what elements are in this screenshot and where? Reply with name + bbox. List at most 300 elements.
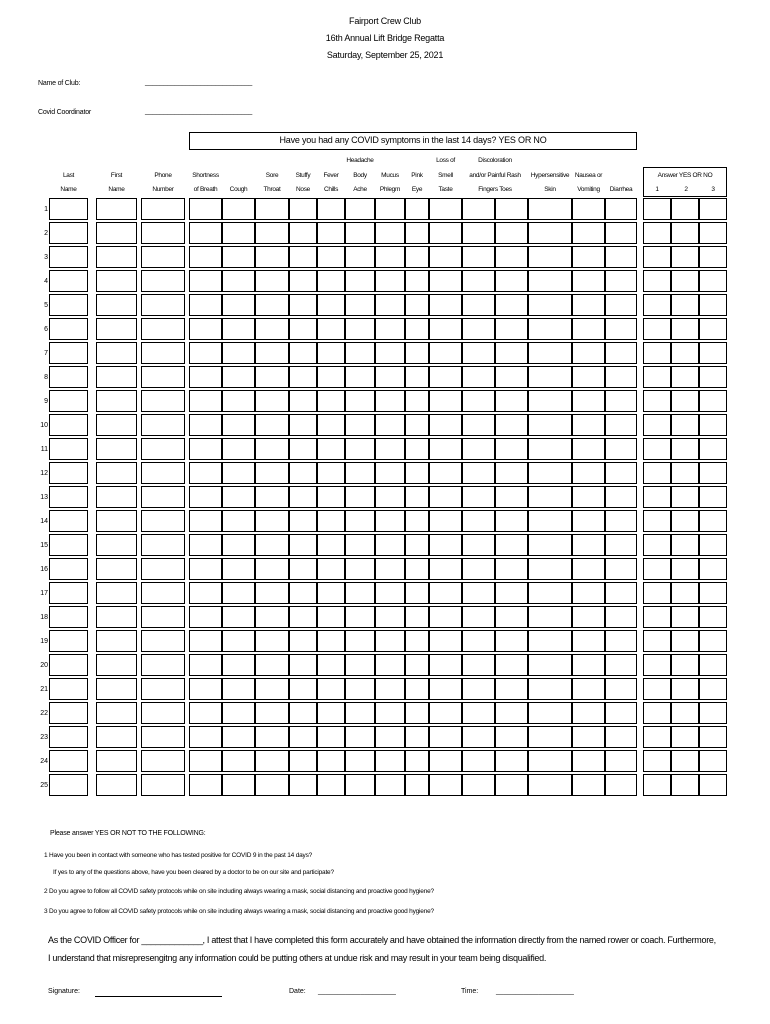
grid-cell[interactable] [345, 198, 375, 220]
grid-cell[interactable] [289, 246, 317, 268]
grid-cell[interactable] [49, 774, 88, 796]
grid-cell[interactable] [405, 510, 429, 532]
grid-cell[interactable] [141, 558, 185, 580]
grid-cell[interactable] [572, 198, 605, 220]
grid-cell[interactable] [643, 414, 671, 436]
covid-coordinator-blank[interactable]: _____________________________ [145, 108, 253, 115]
grid-cell[interactable] [96, 342, 137, 364]
grid-cell[interactable] [495, 462, 528, 484]
grid-cell[interactable] [222, 702, 255, 724]
grid-cell[interactable] [699, 222, 727, 244]
grid-cell[interactable] [495, 246, 528, 268]
grid-cell[interactable] [289, 366, 317, 388]
grid-cell[interactable] [345, 414, 375, 436]
grid-cell[interactable] [699, 582, 727, 604]
grid-cell[interactable] [671, 318, 699, 340]
grid-cell[interactable] [699, 270, 727, 292]
grid-cell[interactable] [605, 390, 637, 412]
grid-cell[interactable] [643, 342, 671, 364]
grid-cell[interactable] [605, 222, 637, 244]
grid-cell[interactable] [462, 294, 495, 316]
grid-cell[interactable] [605, 702, 637, 724]
grid-cell[interactable] [429, 222, 462, 244]
grid-cell[interactable] [189, 750, 222, 772]
grid-cell[interactable] [671, 702, 699, 724]
grid-cell[interactable] [255, 390, 289, 412]
grid-cell[interactable] [289, 534, 317, 556]
grid-cell[interactable] [699, 510, 727, 532]
grid-cell[interactable] [255, 486, 289, 508]
grid-cell[interactable] [671, 558, 699, 580]
grid-cell[interactable] [222, 366, 255, 388]
grid-cell[interactable] [345, 606, 375, 628]
grid-cell[interactable] [317, 702, 345, 724]
grid-cell[interactable] [605, 534, 637, 556]
grid-cell[interactable] [572, 366, 605, 388]
grid-cell[interactable] [96, 222, 137, 244]
grid-cell[interactable] [699, 462, 727, 484]
grid-cell[interactable] [222, 510, 255, 532]
grid-cell[interactable] [605, 462, 637, 484]
grid-cell[interactable] [643, 534, 671, 556]
grid-cell[interactable] [495, 294, 528, 316]
grid-cell[interactable] [96, 702, 137, 724]
grid-cell[interactable] [671, 486, 699, 508]
grid-cell[interactable] [375, 270, 405, 292]
grid-cell[interactable] [289, 390, 317, 412]
grid-cell[interactable] [49, 750, 88, 772]
grid-cell[interactable] [317, 294, 345, 316]
grid-cell[interactable] [643, 198, 671, 220]
grid-cell[interactable] [255, 558, 289, 580]
grid-cell[interactable] [605, 750, 637, 772]
grid-cell[interactable] [255, 366, 289, 388]
grid-cell[interactable] [49, 198, 88, 220]
club-name-blank[interactable]: _____________________________ [145, 79, 253, 86]
grid-cell[interactable] [572, 654, 605, 676]
grid-cell[interactable] [222, 294, 255, 316]
grid-cell[interactable] [528, 414, 572, 436]
grid-cell[interactable] [643, 318, 671, 340]
grid-cell[interactable] [429, 198, 462, 220]
grid-cell[interactable] [671, 222, 699, 244]
grid-cell[interactable] [671, 774, 699, 796]
grid-cell[interactable] [222, 390, 255, 412]
grid-cell[interactable] [405, 318, 429, 340]
grid-cell[interactable] [345, 294, 375, 316]
grid-cell[interactable] [222, 222, 255, 244]
grid-cell[interactable] [141, 750, 185, 772]
grid-cell[interactable] [462, 414, 495, 436]
grid-cell[interactable] [345, 486, 375, 508]
grid-cell[interactable] [495, 582, 528, 604]
grid-cell[interactable] [572, 774, 605, 796]
grid-cell[interactable] [375, 654, 405, 676]
grid-cell[interactable] [289, 774, 317, 796]
grid-cell[interactable] [528, 246, 572, 268]
grid-cell[interactable] [375, 438, 405, 460]
grid-cell[interactable] [643, 462, 671, 484]
grid-cell[interactable] [699, 558, 727, 580]
grid-cell[interactable] [605, 606, 637, 628]
grid-cell[interactable] [671, 414, 699, 436]
grid-cell[interactable] [572, 222, 605, 244]
grid-cell[interactable] [405, 390, 429, 412]
grid-cell[interactable] [495, 414, 528, 436]
grid-cell[interactable] [572, 558, 605, 580]
grid-cell[interactable] [49, 630, 88, 652]
grid-cell[interactable] [317, 582, 345, 604]
grid-cell[interactable] [141, 486, 185, 508]
grid-cell[interactable] [141, 582, 185, 604]
time-blank[interactable]: ____________________ [496, 988, 574, 995]
grid-cell[interactable] [222, 630, 255, 652]
grid-cell[interactable] [96, 678, 137, 700]
grid-cell[interactable] [375, 198, 405, 220]
grid-cell[interactable] [405, 750, 429, 772]
grid-cell[interactable] [222, 654, 255, 676]
grid-cell[interactable] [528, 462, 572, 484]
grid-cell[interactable] [49, 678, 88, 700]
grid-cell[interactable] [495, 726, 528, 748]
grid-cell[interactable] [429, 486, 462, 508]
grid-cell[interactable] [429, 294, 462, 316]
grid-cell[interactable] [289, 510, 317, 532]
grid-cell[interactable] [96, 654, 137, 676]
grid-cell[interactable] [289, 342, 317, 364]
grid-cell[interactable] [699, 702, 727, 724]
grid-cell[interactable] [317, 630, 345, 652]
grid-cell[interactable] [671, 246, 699, 268]
grid-cell[interactable] [572, 462, 605, 484]
grid-cell[interactable] [528, 534, 572, 556]
grid-cell[interactable] [572, 534, 605, 556]
grid-cell[interactable] [222, 558, 255, 580]
grid-cell[interactable] [189, 630, 222, 652]
grid-cell[interactable] [255, 726, 289, 748]
grid-cell[interactable] [96, 246, 137, 268]
signature-line[interactable] [95, 996, 222, 997]
grid-cell[interactable] [141, 534, 185, 556]
grid-cell[interactable] [605, 198, 637, 220]
grid-cell[interactable] [671, 366, 699, 388]
grid-cell[interactable] [699, 654, 727, 676]
grid-cell[interactable] [528, 750, 572, 772]
grid-cell[interactable] [255, 750, 289, 772]
grid-cell[interactable] [699, 294, 727, 316]
grid-cell[interactable] [495, 630, 528, 652]
grid-cell[interactable] [572, 486, 605, 508]
grid-cell[interactable] [49, 534, 88, 556]
grid-cell[interactable] [462, 702, 495, 724]
grid-cell[interactable] [375, 318, 405, 340]
grid-cell[interactable] [255, 222, 289, 244]
grid-cell[interactable] [699, 678, 727, 700]
grid-cell[interactable] [289, 294, 317, 316]
grid-cell[interactable] [699, 630, 727, 652]
grid-cell[interactable] [222, 750, 255, 772]
grid-cell[interactable] [605, 726, 637, 748]
grid-cell[interactable] [96, 462, 137, 484]
grid-cell[interactable] [699, 414, 727, 436]
grid-cell[interactable] [495, 222, 528, 244]
grid-cell[interactable] [96, 558, 137, 580]
grid-cell[interactable] [643, 510, 671, 532]
grid-cell[interactable] [222, 270, 255, 292]
grid-cell[interactable] [345, 558, 375, 580]
grid-cell[interactable] [405, 678, 429, 700]
grid-cell[interactable] [222, 342, 255, 364]
grid-cell[interactable] [255, 342, 289, 364]
grid-cell[interactable] [671, 198, 699, 220]
grid-cell[interactable] [699, 774, 727, 796]
grid-cell[interactable] [605, 486, 637, 508]
grid-cell[interactable] [222, 318, 255, 340]
grid-cell[interactable] [49, 390, 88, 412]
grid-cell[interactable] [141, 438, 185, 460]
grid-cell[interactable] [643, 294, 671, 316]
grid-cell[interactable] [405, 342, 429, 364]
grid-cell[interactable] [345, 582, 375, 604]
grid-cell[interactable] [429, 654, 462, 676]
grid-cell[interactable] [572, 510, 605, 532]
grid-cell[interactable] [289, 198, 317, 220]
grid-cell[interactable] [462, 774, 495, 796]
grid-cell[interactable] [49, 462, 88, 484]
grid-cell[interactable] [605, 318, 637, 340]
grid-cell[interactable] [375, 246, 405, 268]
grid-cell[interactable] [462, 606, 495, 628]
grid-cell[interactable] [643, 654, 671, 676]
grid-cell[interactable] [317, 414, 345, 436]
grid-cell[interactable] [699, 342, 727, 364]
grid-cell[interactable] [375, 414, 405, 436]
grid-cell[interactable] [462, 318, 495, 340]
grid-cell[interactable] [189, 366, 222, 388]
grid-cell[interactable] [189, 294, 222, 316]
grid-cell[interactable] [289, 750, 317, 772]
grid-cell[interactable] [495, 678, 528, 700]
grid-cell[interactable] [429, 438, 462, 460]
grid-cell[interactable] [141, 678, 185, 700]
grid-cell[interactable] [375, 558, 405, 580]
grid-cell[interactable] [255, 678, 289, 700]
grid-cell[interactable] [189, 246, 222, 268]
grid-cell[interactable] [405, 486, 429, 508]
grid-cell[interactable] [317, 462, 345, 484]
grid-cell[interactable] [345, 390, 375, 412]
grid-cell[interactable] [528, 654, 572, 676]
grid-cell[interactable] [671, 750, 699, 772]
grid-cell[interactable] [96, 438, 137, 460]
grid-cell[interactable] [643, 366, 671, 388]
grid-cell[interactable] [222, 726, 255, 748]
grid-cell[interactable] [345, 342, 375, 364]
grid-cell[interactable] [96, 750, 137, 772]
date-blank[interactable]: ____________________ [318, 988, 396, 995]
grid-cell[interactable] [345, 678, 375, 700]
grid-cell[interactable] [345, 654, 375, 676]
grid-cell[interactable] [317, 198, 345, 220]
grid-cell[interactable] [429, 270, 462, 292]
grid-cell[interactable] [96, 582, 137, 604]
grid-cell[interactable] [643, 630, 671, 652]
grid-cell[interactable] [317, 318, 345, 340]
grid-cell[interactable] [528, 342, 572, 364]
grid-cell[interactable] [643, 390, 671, 412]
grid-cell[interactable] [405, 582, 429, 604]
grid-cell[interactable] [429, 726, 462, 748]
grid-cell[interactable] [222, 246, 255, 268]
grid-cell[interactable] [528, 486, 572, 508]
grid-cell[interactable] [643, 246, 671, 268]
grid-cell[interactable] [345, 774, 375, 796]
grid-cell[interactable] [189, 390, 222, 412]
grid-cell[interactable] [495, 558, 528, 580]
grid-cell[interactable] [189, 510, 222, 532]
grid-cell[interactable] [289, 462, 317, 484]
grid-cell[interactable] [495, 654, 528, 676]
grid-cell[interactable] [375, 606, 405, 628]
grid-cell[interactable] [495, 342, 528, 364]
grid-cell[interactable] [572, 390, 605, 412]
grid-cell[interactable] [49, 486, 88, 508]
grid-cell[interactable] [671, 390, 699, 412]
grid-cell[interactable] [141, 654, 185, 676]
grid-cell[interactable] [255, 606, 289, 628]
grid-cell[interactable] [429, 366, 462, 388]
grid-cell[interactable] [189, 198, 222, 220]
grid-cell[interactable] [189, 726, 222, 748]
grid-cell[interactable] [495, 270, 528, 292]
grid-cell[interactable] [643, 678, 671, 700]
grid-cell[interactable] [189, 654, 222, 676]
grid-cell[interactable] [317, 510, 345, 532]
grid-cell[interactable] [699, 726, 727, 748]
grid-cell[interactable] [605, 558, 637, 580]
grid-cell[interactable] [289, 270, 317, 292]
grid-cell[interactable] [671, 462, 699, 484]
grid-cell[interactable] [141, 246, 185, 268]
grid-cell[interactable] [405, 462, 429, 484]
grid-cell[interactable] [699, 198, 727, 220]
grid-cell[interactable] [605, 630, 637, 652]
grid-cell[interactable] [189, 342, 222, 364]
grid-cell[interactable] [317, 270, 345, 292]
grid-cell[interactable] [375, 486, 405, 508]
grid-cell[interactable] [405, 246, 429, 268]
grid-cell[interactable] [375, 342, 405, 364]
grid-cell[interactable] [317, 534, 345, 556]
grid-cell[interactable] [528, 702, 572, 724]
grid-cell[interactable] [255, 438, 289, 460]
grid-cell[interactable] [528, 726, 572, 748]
grid-cell[interactable] [49, 246, 88, 268]
grid-cell[interactable] [289, 702, 317, 724]
grid-cell[interactable] [289, 318, 317, 340]
grid-cell[interactable] [605, 438, 637, 460]
grid-cell[interactable] [528, 630, 572, 652]
grid-cell[interactable] [572, 318, 605, 340]
grid-cell[interactable] [49, 510, 88, 532]
grid-cell[interactable] [462, 222, 495, 244]
grid-cell[interactable] [289, 726, 317, 748]
grid-cell[interactable] [699, 246, 727, 268]
grid-cell[interactable] [375, 534, 405, 556]
grid-cell[interactable] [605, 654, 637, 676]
grid-cell[interactable] [528, 606, 572, 628]
grid-cell[interactable] [141, 726, 185, 748]
grid-cell[interactable] [495, 390, 528, 412]
grid-cell[interactable] [572, 750, 605, 772]
grid-cell[interactable] [96, 486, 137, 508]
grid-cell[interactable] [405, 726, 429, 748]
grid-cell[interactable] [222, 606, 255, 628]
grid-cell[interactable] [317, 606, 345, 628]
grid-cell[interactable] [605, 414, 637, 436]
grid-cell[interactable] [222, 414, 255, 436]
grid-cell[interactable] [429, 510, 462, 532]
grid-cell[interactable] [141, 270, 185, 292]
grid-cell[interactable] [605, 246, 637, 268]
grid-cell[interactable] [699, 390, 727, 412]
grid-cell[interactable] [345, 270, 375, 292]
grid-cell[interactable] [289, 414, 317, 436]
grid-cell[interactable] [255, 510, 289, 532]
grid-cell[interactable] [189, 462, 222, 484]
grid-cell[interactable] [49, 606, 88, 628]
grid-cell[interactable] [189, 774, 222, 796]
grid-cell[interactable] [49, 414, 88, 436]
grid-cell[interactable] [495, 702, 528, 724]
grid-cell[interactable] [462, 198, 495, 220]
grid-cell[interactable] [643, 486, 671, 508]
grid-cell[interactable] [671, 342, 699, 364]
grid-cell[interactable] [528, 582, 572, 604]
grid-cell[interactable] [429, 462, 462, 484]
grid-cell[interactable] [572, 342, 605, 364]
grid-cell[interactable] [462, 438, 495, 460]
grid-cell[interactable] [405, 606, 429, 628]
grid-cell[interactable] [189, 558, 222, 580]
grid-cell[interactable] [405, 534, 429, 556]
grid-cell[interactable] [96, 294, 137, 316]
grid-cell[interactable] [96, 726, 137, 748]
grid-cell[interactable] [699, 750, 727, 772]
grid-cell[interactable] [605, 366, 637, 388]
grid-cell[interactable] [375, 750, 405, 772]
grid-cell[interactable] [317, 750, 345, 772]
grid-cell[interactable] [528, 678, 572, 700]
grid-cell[interactable] [429, 342, 462, 364]
grid-cell[interactable] [429, 606, 462, 628]
grid-cell[interactable] [255, 246, 289, 268]
grid-cell[interactable] [141, 390, 185, 412]
grid-cell[interactable] [572, 582, 605, 604]
grid-cell[interactable] [495, 534, 528, 556]
grid-cell[interactable] [375, 366, 405, 388]
grid-cell[interactable] [671, 270, 699, 292]
grid-cell[interactable] [528, 318, 572, 340]
grid-cell[interactable] [462, 630, 495, 652]
grid-cell[interactable] [429, 390, 462, 412]
grid-cell[interactable] [289, 654, 317, 676]
grid-cell[interactable] [222, 582, 255, 604]
grid-cell[interactable] [189, 222, 222, 244]
grid-cell[interactable] [255, 414, 289, 436]
grid-cell[interactable] [462, 390, 495, 412]
grid-cell[interactable] [671, 438, 699, 460]
